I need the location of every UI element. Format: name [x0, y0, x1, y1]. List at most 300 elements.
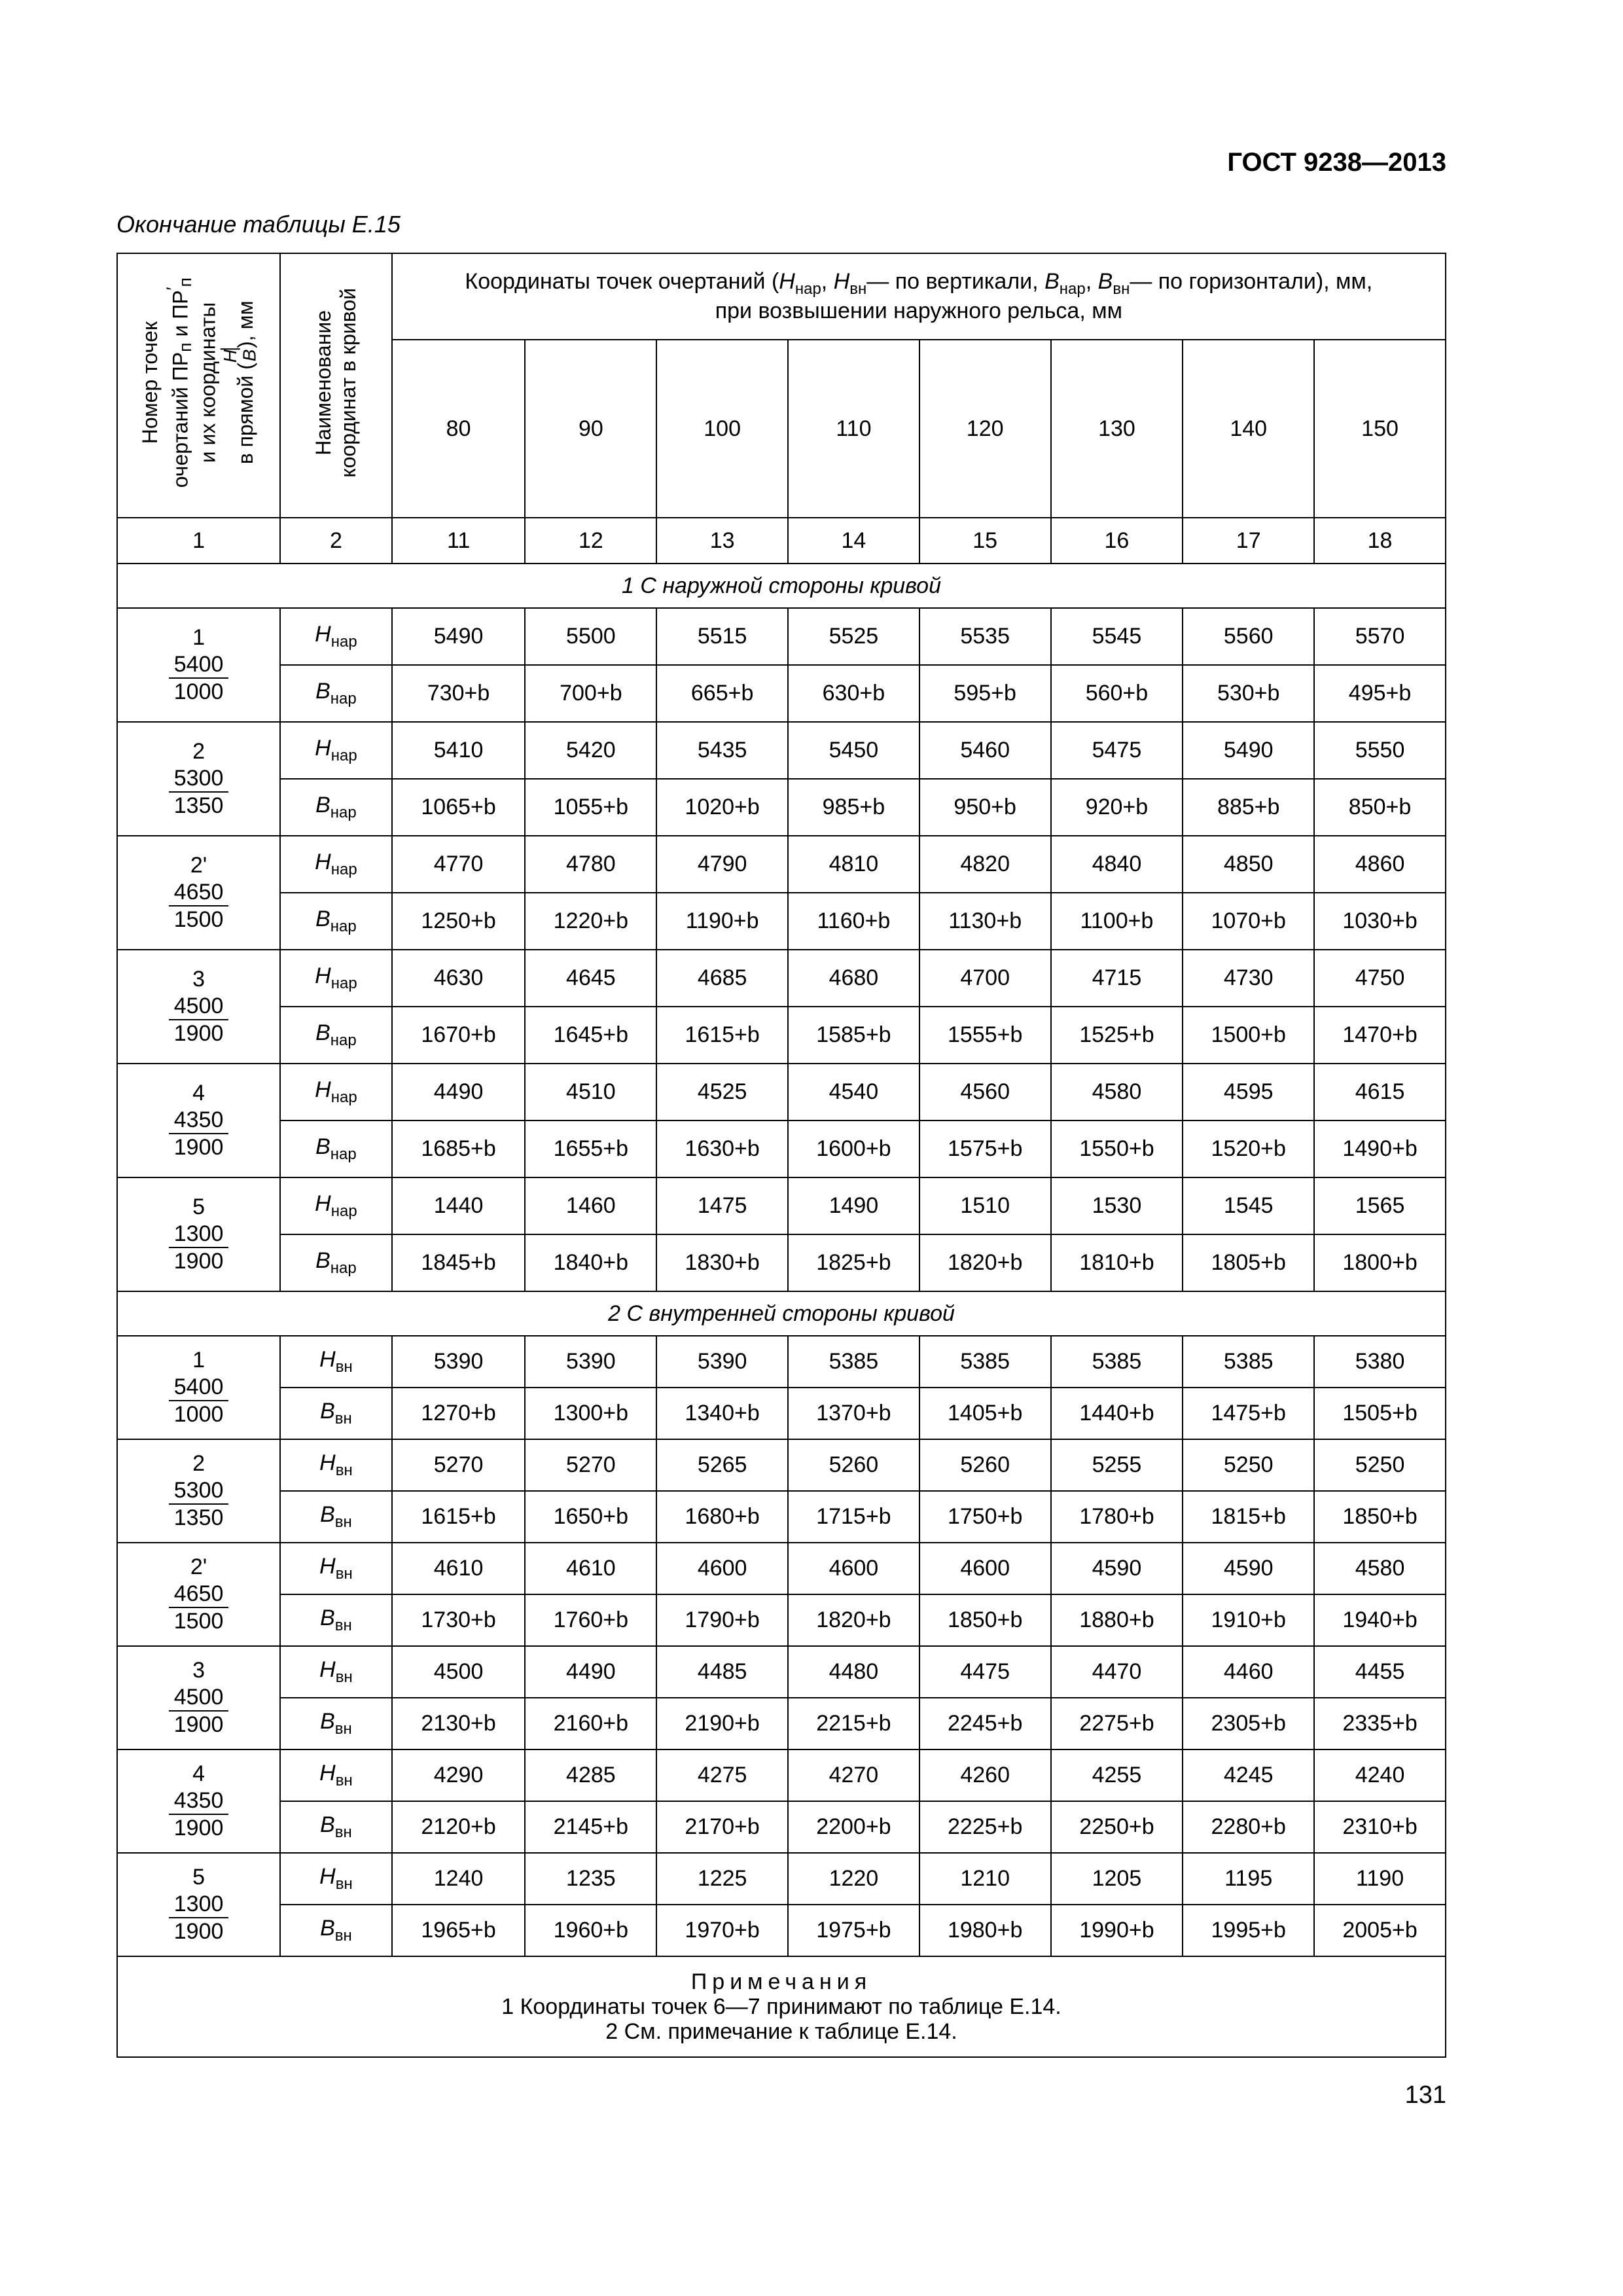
table-row [117, 1543, 1446, 1594]
value-cell: 1055+b [525, 779, 656, 836]
value-cell: 4700 [919, 950, 1051, 1007]
value-cell: 1525+b [1051, 1007, 1183, 1064]
value-cell: 4615 [1314, 1064, 1446, 1121]
value-cell: 2310+b [1314, 1801, 1446, 1853]
coordinate-name: $H_{вн}$ [280, 1543, 392, 1594]
value-cell: 2190+b [656, 1698, 788, 1749]
value-cell: 4610 [525, 1543, 656, 1594]
value-cell: 4510 [525, 1064, 656, 1121]
table-row [117, 665, 1446, 722]
value-cell: 1205 [1051, 1853, 1183, 1905]
value-cell: 700+b [525, 665, 656, 722]
value-cell: 4490 [525, 1646, 656, 1698]
value-cell: 1820+b [919, 1234, 1051, 1291]
coordinate-name: $B_{нар}$ [280, 1234, 392, 1291]
value-cell: 4475 [919, 1646, 1051, 1698]
column-number: 16 [1051, 518, 1183, 564]
value-cell: 1815+b [1183, 1491, 1314, 1543]
point-cell [117, 1439, 280, 1543]
value-cell: 5385 [919, 1336, 1051, 1388]
value-cell: 5390 [525, 1336, 656, 1388]
point-b: 1350 [173, 1505, 224, 1531]
point-b: 1900 [173, 1021, 224, 1047]
point-h: 1300 [169, 1891, 229, 1919]
column-number: 2 [280, 518, 392, 564]
point-b: 1900 [173, 1712, 224, 1738]
value-cell: 5385 [1183, 1336, 1314, 1388]
value-cell: 4500 [392, 1646, 526, 1698]
value-cell: 5500 [525, 608, 656, 665]
point-b: 1900 [173, 1919, 224, 1945]
value-cell: 4490 [392, 1064, 526, 1121]
value-cell: 1970+b [656, 1905, 788, 1956]
value-cell: 1070+b [1183, 893, 1314, 950]
value-cell: 5270 [392, 1439, 526, 1491]
value-cell: 2215+b [788, 1698, 919, 1749]
value-cell: 4860 [1314, 836, 1446, 893]
value-cell: 665+b [656, 665, 788, 722]
coordinate-name: $H_{вн}$ [280, 1749, 392, 1801]
section-row [117, 564, 1446, 608]
value-cell: 1805+b [1183, 1234, 1314, 1291]
point-cell [117, 1064, 280, 1177]
value-cell: 1630+b [656, 1121, 788, 1177]
value-cell: 4255 [1051, 1749, 1183, 1801]
value-cell: 5490 [392, 608, 526, 665]
table-row [117, 1491, 1446, 1543]
coordinate-name: $B_{нар}$ [280, 779, 392, 836]
value-cell: 1555+b [919, 1007, 1051, 1064]
point-cell [117, 608, 280, 722]
table-row [117, 950, 1446, 1007]
value-cell: 5515 [656, 608, 788, 665]
value-cell: 2280+b [1183, 1801, 1314, 1853]
header-coordinate-name: Наименование координат в кривой [280, 253, 392, 518]
elevation-header: 150 [1314, 340, 1446, 518]
value-cell: 1300+b [525, 1388, 656, 1439]
point-h: 4650 [169, 1581, 229, 1609]
value-cell: 1475 [656, 1177, 788, 1234]
value-cell: 4630 [392, 950, 526, 1007]
table-row [117, 1905, 1446, 1956]
header-coordinates: Координаты точек очертаний ($H_{нар}$, $H_{вн}—$ по вертикали, $B_{нар}$, $B_{вн}—$ по горизонтали), мм, при возвышении наружного рельса, мм [392, 253, 1446, 340]
value-cell: 1670+b [392, 1007, 526, 1064]
point-cell [117, 1543, 280, 1646]
value-cell: 1845+b [392, 1234, 526, 1291]
elevation-header: 130 [1051, 340, 1183, 518]
section-title: 1 С наружной стороны кривой [117, 564, 1446, 608]
table-row [117, 608, 1446, 665]
value-cell: 4595 [1183, 1064, 1314, 1121]
value-cell: 1470+b [1314, 1007, 1446, 1064]
value-cell: 4270 [788, 1749, 919, 1801]
point-cell [117, 950, 280, 1064]
value-cell: 1615+b [392, 1491, 526, 1543]
table-row [117, 1801, 1446, 1853]
value-cell: 4275 [656, 1749, 788, 1801]
value-cell: 530+b [1183, 665, 1314, 722]
value-cell: 5265 [656, 1439, 788, 1491]
value-cell: 1850+b [1314, 1491, 1446, 1543]
table-row [117, 1234, 1446, 1291]
point-h: 4350 [169, 1107, 229, 1135]
table-row [117, 893, 1446, 950]
column-number: 1 [117, 518, 280, 564]
value-cell: 560+b [1051, 665, 1183, 722]
value-cell: 1820+b [788, 1594, 919, 1646]
value-cell: 5535 [919, 608, 1051, 665]
coordinate-name: $B_{вн}$ [280, 1388, 392, 1439]
value-cell: 5490 [1183, 722, 1314, 779]
value-cell: 1225 [656, 1853, 788, 1905]
value-cell: 1960+b [525, 1905, 656, 1956]
value-cell: 4590 [1183, 1543, 1314, 1594]
value-cell: 1530 [1051, 1177, 1183, 1234]
value-cell: 1965+b [392, 1905, 526, 1956]
value-cell: 1750+b [919, 1491, 1051, 1543]
coordinate-name: $H_{вн}$ [280, 1439, 392, 1491]
value-cell: 1440 [392, 1177, 526, 1234]
column-number: 14 [788, 518, 919, 564]
value-cell: 1780+b [1051, 1491, 1183, 1543]
value-cell: 4245 [1183, 1749, 1314, 1801]
value-cell: 1500+b [1183, 1007, 1314, 1064]
point-number: 2 [192, 738, 205, 764]
coordinates-table [116, 253, 1446, 2058]
value-cell: 985+b [788, 779, 919, 836]
value-cell: 1475+b [1183, 1388, 1314, 1439]
value-cell: 4685 [656, 950, 788, 1007]
value-cell: 4460 [1183, 1646, 1314, 1698]
value-cell: 5260 [788, 1439, 919, 1491]
value-cell: 5410 [392, 722, 526, 779]
value-cell: 2250+b [1051, 1801, 1183, 1853]
point-cell [117, 722, 280, 836]
value-cell: 1065+b [392, 779, 526, 836]
table-caption: Окончание таблицы Е.15 [116, 211, 401, 238]
table-row [117, 1594, 1446, 1646]
column-number: 12 [525, 518, 656, 564]
value-cell: 1190+b [656, 893, 788, 950]
coordinate-name: $H_{нар}$ [280, 608, 392, 665]
value-cell: 1505+b [1314, 1388, 1446, 1439]
note-item: 1 Координаты точек 6—7 принимают по таблице Е.14. [501, 1994, 1061, 2019]
point-number: 5 [192, 1194, 205, 1219]
value-cell: 5250 [1183, 1439, 1314, 1491]
table-row [117, 1853, 1446, 1905]
value-cell: 1600+b [788, 1121, 919, 1177]
point-b: 1900 [173, 1816, 224, 1841]
value-cell: 4610 [392, 1543, 526, 1594]
value-cell: 1020+b [656, 779, 788, 836]
value-cell: 1800+b [1314, 1234, 1446, 1291]
value-cell: 1760+b [525, 1594, 656, 1646]
table-row [117, 1064, 1446, 1121]
point-cell [117, 1177, 280, 1291]
value-cell: 1545 [1183, 1177, 1314, 1234]
point-b: 1000 [173, 679, 224, 705]
value-cell: 1440+b [1051, 1388, 1183, 1439]
value-cell: 4820 [919, 836, 1051, 893]
value-cell: 1825+b [788, 1234, 919, 1291]
point-h: 5300 [169, 1477, 229, 1505]
value-cell: 5570 [1314, 608, 1446, 665]
value-cell: 1100+b [1051, 893, 1183, 950]
coordinate-name: $H_{нар}$ [280, 836, 392, 893]
point-number: 2' [190, 1554, 207, 1579]
point-cell [117, 836, 280, 950]
column-number: 11 [392, 518, 526, 564]
coordinate-name: $B_{вн}$ [280, 1594, 392, 1646]
value-cell: 1405+b [919, 1388, 1051, 1439]
value-cell: 5460 [919, 722, 1051, 779]
value-cell: 1575+b [919, 1121, 1051, 1177]
value-cell: 1030+b [1314, 893, 1446, 950]
value-cell: 5525 [788, 608, 919, 665]
value-cell: 1995+b [1183, 1905, 1314, 1956]
value-cell: 1490+b [1314, 1121, 1446, 1177]
point-number: 2 [192, 1450, 205, 1476]
point-number: 1 [192, 624, 205, 650]
elevation-header: 80 [392, 340, 526, 518]
value-cell: 1980+b [919, 1905, 1051, 1956]
value-cell: 1550+b [1051, 1121, 1183, 1177]
value-cell: 4600 [788, 1543, 919, 1594]
point-h: 4500 [169, 1684, 229, 1712]
value-cell: 1585+b [788, 1007, 919, 1064]
point-b: 1500 [173, 907, 224, 933]
table-row [117, 722, 1446, 779]
point-h: 5400 [169, 1374, 229, 1402]
value-cell: 1790+b [656, 1594, 788, 1646]
value-cell: 495+b [1314, 665, 1446, 722]
coordinate-name: $H_{вн}$ [280, 1853, 392, 1905]
notes-row [117, 1956, 1446, 2057]
value-cell: 4290 [392, 1749, 526, 1801]
value-cell: 1880+b [1051, 1594, 1183, 1646]
point-number: 5 [192, 1864, 205, 1890]
value-cell: 4840 [1051, 836, 1183, 893]
point-b: 1500 [173, 1609, 224, 1634]
value-cell: 1650+b [525, 1491, 656, 1543]
value-cell: 1810+b [1051, 1234, 1183, 1291]
point-number: 2' [190, 852, 207, 878]
notes-title: Примечания [690, 1969, 872, 1994]
value-cell: 4560 [919, 1064, 1051, 1121]
point-cell [117, 1853, 280, 1956]
value-cell: 2245+b [919, 1698, 1051, 1749]
value-cell: 4770 [392, 836, 526, 893]
value-cell: 5380 [1314, 1336, 1446, 1388]
column-number: 18 [1314, 518, 1446, 564]
value-cell: 5385 [788, 1336, 919, 1388]
value-cell: 2200+b [788, 1801, 919, 1853]
page-number: 131 [1404, 2081, 1446, 2109]
value-cell: 5250 [1314, 1439, 1446, 1491]
section-title: 2 С внутренней стороны кривой [117, 1291, 1446, 1336]
point-h: 5400 [169, 651, 229, 679]
value-cell: 1250+b [392, 893, 526, 950]
header-fraction: H B [220, 349, 260, 363]
value-cell: 1340+b [656, 1388, 788, 1439]
value-cell: 950+b [919, 779, 1051, 836]
value-cell: 1615+b [656, 1007, 788, 1064]
value-cell: 2160+b [525, 1698, 656, 1749]
value-cell: 5560 [1183, 608, 1314, 665]
value-cell: 2145+b [525, 1801, 656, 1853]
coordinate-name: $B_{вн}$ [280, 1491, 392, 1543]
value-cell: 4470 [1051, 1646, 1183, 1698]
point-cell [117, 1749, 280, 1853]
coordinate-name: $H_{нар}$ [280, 722, 392, 779]
value-cell: 4600 [919, 1543, 1051, 1594]
value-cell: 4810 [788, 836, 919, 893]
value-cell: 1520+b [1183, 1121, 1314, 1177]
coordinate-name: $H_{нар}$ [280, 950, 392, 1007]
value-cell: 1270+b [392, 1388, 526, 1439]
table-row [117, 836, 1446, 893]
value-cell: 4540 [788, 1064, 919, 1121]
coordinate-name: $H_{вн}$ [280, 1646, 392, 1698]
point-cell [117, 1336, 280, 1439]
elevation-header: 140 [1183, 340, 1314, 518]
value-cell: 850+b [1314, 779, 1446, 836]
point-b: 1900 [173, 1135, 224, 1160]
value-cell: 2225+b [919, 1801, 1051, 1853]
point-number: 4 [192, 1080, 205, 1105]
value-cell: 630+b [788, 665, 919, 722]
value-cell: 1130+b [919, 893, 1051, 950]
elevation-header: 110 [788, 340, 919, 518]
value-cell: 4285 [525, 1749, 656, 1801]
coordinate-name: $B_{нар}$ [280, 1121, 392, 1177]
coordinate-name: $B_{нар}$ [280, 1007, 392, 1064]
value-cell: 4485 [656, 1646, 788, 1698]
value-cell: 2005+b [1314, 1905, 1446, 1956]
column-number: 15 [919, 518, 1051, 564]
value-cell: 1190 [1314, 1853, 1446, 1905]
table-row [117, 779, 1446, 836]
note-item: 2 См. примечание к таблице Е.14. [605, 2019, 957, 2045]
value-cell: 5545 [1051, 608, 1183, 665]
value-cell: 4850 [1183, 836, 1314, 893]
value-cell: 1565 [1314, 1177, 1446, 1234]
value-cell: 1220 [788, 1853, 919, 1905]
coordinate-name: $B_{вн}$ [280, 1905, 392, 1956]
document-id: ГОСТ 9238—2013 [1227, 148, 1446, 177]
value-cell: 4790 [656, 836, 788, 893]
value-cell: 5450 [788, 722, 919, 779]
value-cell: 2130+b [392, 1698, 526, 1749]
column-number: 13 [656, 518, 788, 564]
point-h: 5300 [169, 765, 229, 793]
value-cell: 5550 [1314, 722, 1446, 779]
value-cell: 2305+b [1183, 1698, 1314, 1749]
value-cell: 1370+b [788, 1388, 919, 1439]
point-number: 4 [192, 1761, 205, 1786]
value-cell: 1850+b [919, 1594, 1051, 1646]
point-b: 1350 [173, 793, 224, 819]
value-cell: 5390 [656, 1336, 788, 1388]
section-row [117, 1291, 1446, 1336]
value-cell: 4455 [1314, 1646, 1446, 1698]
notes [117, 1956, 1446, 2057]
table-row [117, 1177, 1446, 1234]
value-cell: 5390 [392, 1336, 526, 1388]
value-cell: 1240 [392, 1853, 526, 1905]
table-row [117, 1749, 1446, 1801]
value-cell: 5255 [1051, 1439, 1183, 1491]
table-row [117, 1007, 1446, 1064]
point-b: 1000 [173, 1402, 224, 1427]
point-h: 4500 [169, 993, 229, 1021]
value-cell: 1460 [525, 1177, 656, 1234]
coordinate-name: $B_{вн}$ [280, 1698, 392, 1749]
value-cell: 1840+b [525, 1234, 656, 1291]
point-h: 4350 [169, 1787, 229, 1816]
value-cell: 1730+b [392, 1594, 526, 1646]
value-cell: 4750 [1314, 950, 1446, 1007]
value-cell: 5270 [525, 1439, 656, 1491]
value-cell: 2335+b [1314, 1698, 1446, 1749]
table-row [117, 1646, 1446, 1698]
point-h: 1300 [169, 1221, 229, 1249]
point-cell [117, 1646, 280, 1749]
value-cell: 4525 [656, 1064, 788, 1121]
value-cell: 4580 [1314, 1543, 1446, 1594]
table-row [117, 1439, 1446, 1491]
point-number: 1 [192, 1347, 205, 1372]
value-cell: 1195 [1183, 1853, 1314, 1905]
value-cell: 1940+b [1314, 1594, 1446, 1646]
point-number: 3 [192, 966, 205, 992]
value-cell: 1210 [919, 1853, 1051, 1905]
column-number: 17 [1183, 518, 1314, 564]
value-cell: 1830+b [656, 1234, 788, 1291]
value-cell: 4580 [1051, 1064, 1183, 1121]
value-cell: 5385 [1051, 1336, 1183, 1388]
value-cell: 4680 [788, 950, 919, 1007]
value-cell: 2275+b [1051, 1698, 1183, 1749]
value-cell: 1990+b [1051, 1905, 1183, 1956]
table-row [117, 1121, 1446, 1177]
value-cell: 5475 [1051, 722, 1183, 779]
elevation-header: 120 [919, 340, 1051, 518]
value-cell: 1235 [525, 1853, 656, 1905]
value-cell: 5435 [656, 722, 788, 779]
table-row [117, 1336, 1446, 1388]
value-cell: 1685+b [392, 1121, 526, 1177]
value-cell: 1220+b [525, 893, 656, 950]
table-row [117, 1698, 1446, 1749]
point-h: 4650 [169, 879, 229, 907]
value-cell: 595+b [919, 665, 1051, 722]
coordinate-name: $B_{нар}$ [280, 893, 392, 950]
coordinate-name: $B_{нар}$ [280, 665, 392, 722]
value-cell: 1510 [919, 1177, 1051, 1234]
value-cell: 4240 [1314, 1749, 1446, 1801]
value-cell: 4590 [1051, 1543, 1183, 1594]
value-cell: 1645+b [525, 1007, 656, 1064]
value-cell: 4600 [656, 1543, 788, 1594]
table-row [117, 1388, 1446, 1439]
value-cell: 2170+b [656, 1801, 788, 1853]
point-b: 1900 [173, 1249, 224, 1274]
value-cell: 4715 [1051, 950, 1183, 1007]
value-cell: 1160+b [788, 893, 919, 950]
coordinate-name: $H_{вн}$ [280, 1336, 392, 1388]
value-cell: 5260 [919, 1439, 1051, 1491]
